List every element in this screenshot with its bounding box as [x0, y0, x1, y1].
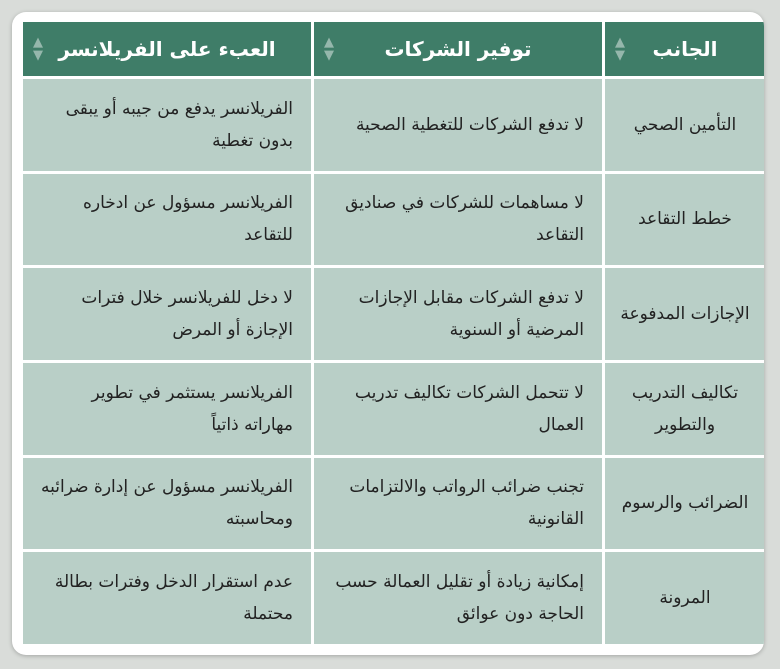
cell-aspect: التأمين الصحي	[605, 79, 764, 171]
table-row	[23, 174, 764, 266]
cell-aspect: خطط التقاعد	[605, 174, 764, 266]
cell-savings: لا مساهمات للشركات في صناديق التقاعد	[314, 174, 602, 266]
cell-aspect: الضرائب والرسوم	[605, 458, 764, 550]
cell-savings: لا تتحمل الشركات تكاليف تدريب العمال	[314, 363, 602, 455]
cell-burden: الفريلانسر يستثمر في تطوير مهاراته ذاتياً	[23, 363, 311, 455]
comparison-table	[20, 19, 764, 647]
cell-burden: الفريلانسر يدفع من جيبه أو يبقى بدون تغطية	[23, 79, 311, 171]
header-aspect-label: الجانب	[652, 37, 718, 61]
cell-savings: لا تدفع الشركات مقابل الإجازات المرضية أو السنوية	[314, 268, 602, 360]
cell-savings: تجنب ضرائب الرواتب والالتزامات القانونية	[314, 458, 602, 550]
header-burden[interactable]	[23, 22, 311, 76]
table-row	[23, 552, 764, 644]
cell-aspect: المرونة	[605, 552, 764, 644]
cell-burden: الفريلانسر مسؤول عن إدارة ضرائبه ومحاسبته	[23, 458, 311, 550]
header-aspect[interactable]	[605, 22, 764, 76]
header-burden-label: العبء على الفريلانسر	[58, 37, 276, 61]
cell-savings: إمكانية زيادة أو تقليل العمالة حسب الحاجة دون عوائق	[314, 552, 602, 644]
table-row	[23, 268, 764, 360]
table-row	[23, 458, 764, 550]
cell-burden: الفريلانسر مسؤول عن ادخاره للتقاعد	[23, 174, 311, 266]
sort-arrows-icon[interactable]: ▲ ▼	[33, 35, 43, 63]
cell-burden: لا دخل للفريلانسر خلال فترات الإجازة أو المرض	[23, 268, 311, 360]
header-savings-label: توفير الشركات	[384, 37, 532, 61]
cell-savings: لا تدفع الشركات للتغطية الصحية	[314, 79, 602, 171]
cell-aspect: تكاليف التدريب والتطوير	[605, 363, 764, 455]
header-savings[interactable]	[314, 22, 602, 76]
header-row	[23, 22, 764, 76]
table-row	[23, 79, 764, 171]
table-row	[23, 363, 764, 455]
sort-arrows-icon[interactable]: ▲ ▼	[615, 35, 625, 63]
cell-burden: عدم استقرار الدخل وفترات بطالة محتملة	[23, 552, 311, 644]
sort-arrows-icon[interactable]: ▲ ▼	[324, 35, 334, 63]
table-card	[12, 12, 764, 655]
cell-aspect: الإجازات المدفوعة	[605, 268, 764, 360]
